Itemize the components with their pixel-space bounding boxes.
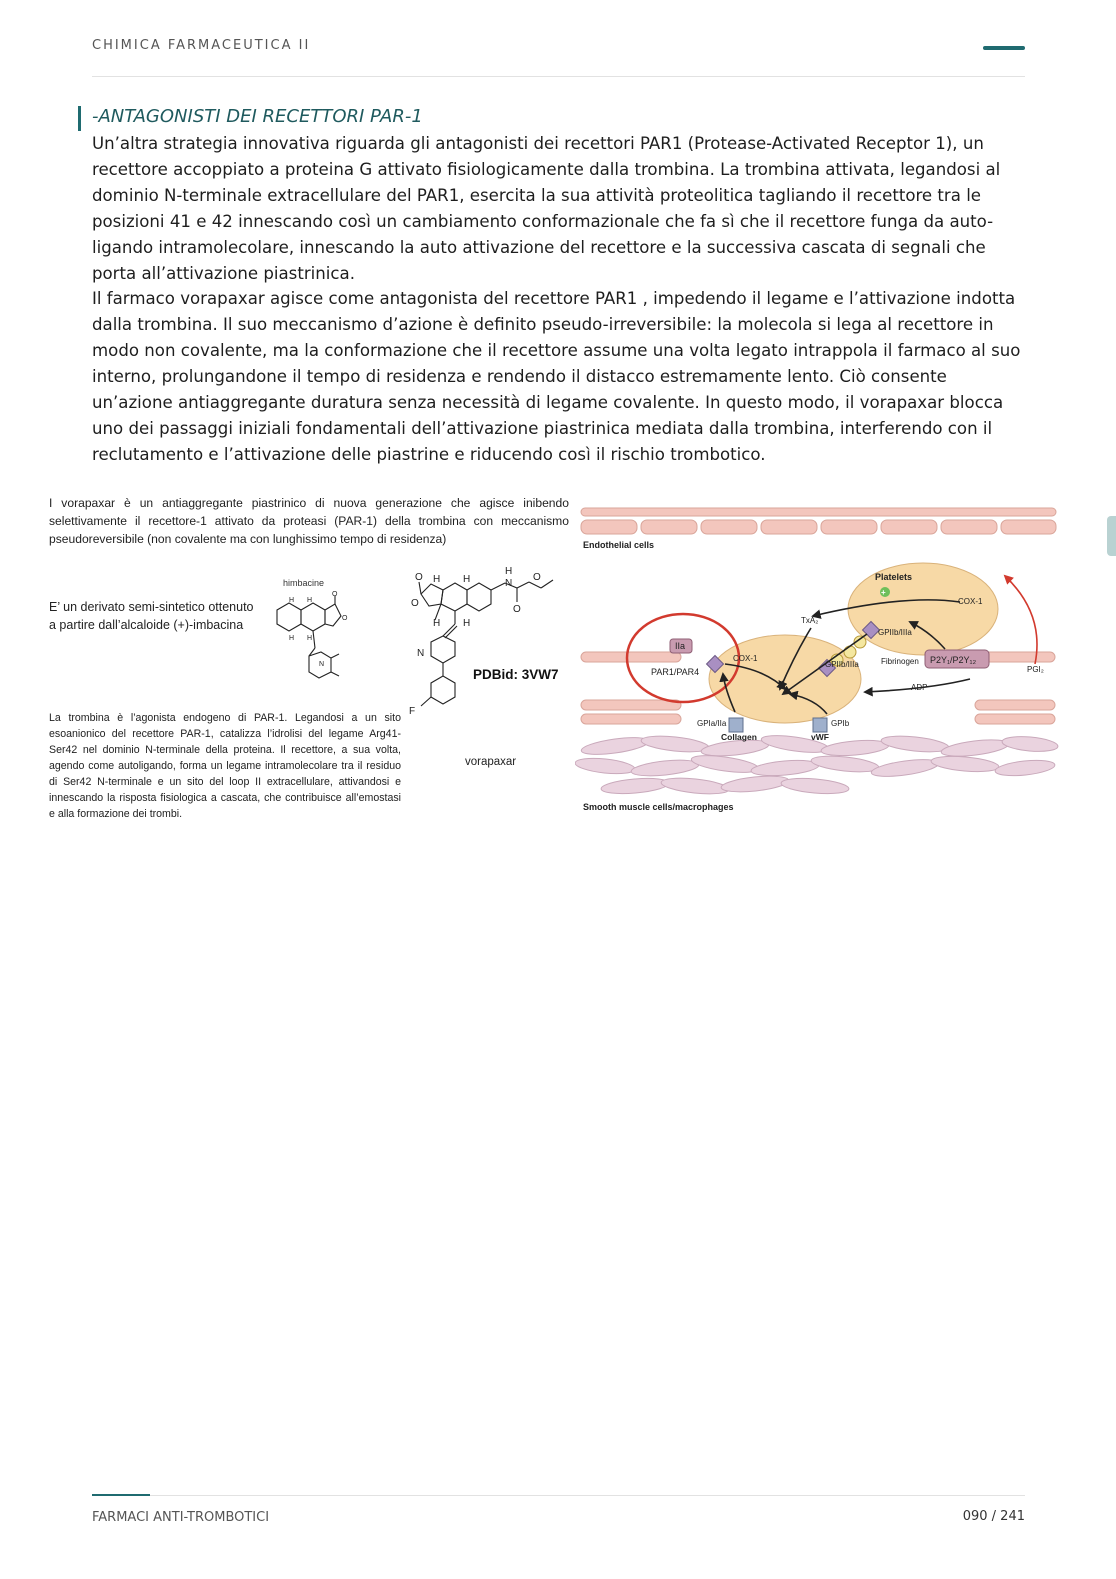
pgi2-arrow [1005, 576, 1037, 664]
gp1b-receptor [813, 718, 827, 732]
figure-caption-top: I vorapaxar è un antiaggregante piastrinico di nuova generazione che agisce inibendo selettivamente il recettore-1 attivato da proteasi (PAR-1) della trombina con meccanismo pseudoreversibile (non covalente ma con lunghissimo tempo di residenza) [49, 496, 569, 546]
footer-divider [92, 1495, 1025, 1496]
svg-text:Fibrinogen: Fibrinogen [881, 657, 919, 666]
atom-h: H [433, 618, 441, 629]
page-number: 090 / 241 [962, 1509, 1025, 1524]
atom-o: O [342, 615, 348, 622]
gp1a2a-receptor [729, 718, 743, 732]
paragraph: Il farmaco vorapaxar agisce come antagonista del recettore PAR1 , impedendo il legame e l’attivazione indotta dalla trombina. Il suo meccanismo d’azione è definito pseudo-irreversibile: la molecola si lega al recettore in modo non covalente, ma la conformazione che il recettore assume una volta legato intrappola il farmaco al suo interno, prolungandone il tempo di residenza e rendendo il distacco estremamente lento. Ciò consente un’azione antiaggregante duratura senza necessità di legame covalente. In questo modo, il vorapaxar blocca uno dei passaggi iniziali fondamentali dell’attivazione piastrinica mediata dalla trombina, interferendo con il reclutamento e l’attivazione delle piastrine e riducendo così il rischio trombotico. [92, 289, 1021, 464]
footer-chapter: FARMACI ANTI-TROMBOTICI [92, 1510, 270, 1525]
body-text [92, 131, 1022, 468]
atom-o: O [513, 604, 521, 615]
svg-text:ADP: ADP [911, 683, 928, 692]
svg-text:P2Y₁/P2Y₁₂: P2Y₁/P2Y₁₂ [930, 655, 977, 665]
svg-text:GPIIb/IIIa: GPIIb/IIIa [825, 660, 859, 669]
header-divider [92, 76, 1025, 77]
atom-n: N [505, 578, 513, 589]
smooth-muscle-label: Smooth muscle cells/macrophages [583, 802, 734, 812]
platelets-label: Platelets [875, 572, 913, 582]
platelet-activated [848, 563, 998, 655]
svg-text:GPIb: GPIb [831, 719, 850, 728]
himbacine-structure [267, 590, 367, 694]
atom-h: H [289, 635, 295, 642]
atom-h: H [433, 574, 441, 585]
atom-h: H [463, 618, 471, 629]
atom-o: O [533, 572, 541, 583]
svg-text:GPIa/IIa: GPIa/IIa [697, 719, 727, 728]
svg-text:Collagen: Collagen [721, 732, 757, 742]
svg-text:COX-1: COX-1 [958, 597, 983, 606]
svg-text:GPIIb/IIIa: GPIIb/IIIa [878, 628, 912, 637]
svg-text:+: + [881, 588, 886, 597]
atom-n: N [417, 648, 425, 659]
platelet-activation-diagram [575, 504, 1065, 814]
vorapaxar-structure [407, 564, 577, 754]
figure-panel [45, 494, 1065, 844]
pdb-id: PDBid: 3VW7 [473, 667, 559, 682]
svg-text:TxA₂: TxA₂ [801, 616, 819, 625]
atom-o: O [415, 572, 423, 583]
svg-text:IIa: IIa [675, 641, 686, 651]
atom-o: O [332, 591, 338, 598]
atom-h: H [289, 597, 295, 604]
atom-n: N [319, 661, 325, 668]
header-accent-bar [983, 46, 1025, 50]
figure-caption-bottom: La trombina è l’agonista endogeno di PAR-1. Legandosi a un sito esoanionico del recettore PAR-1, catalizza l’idrolisi del legame Arg41-Ser42 nel dominio N-terminale della proteina. Il recettore, a sua volta, agendo come autoligando, forma un legame intramolecolare tra il residuo di Ser42 N-terminale e un sito del loop II extracellulare, attivandosi e innescando la risposta fisiologica a cascata, che contribuisce all’emostasi e alla formazione dei trombi. [49, 712, 401, 820]
side-scroll-tab[interactable] [1107, 516, 1116, 556]
atom-h: H [505, 566, 513, 577]
header-title: CHIMICA FARMACEUTICA II [92, 38, 311, 53]
par-label: PAR1/PAR4 [651, 667, 700, 677]
vorapaxar-label: vorapaxar [465, 756, 517, 768]
svg-text:PGI₂: PGI₂ [1027, 665, 1044, 674]
atom-h: H [307, 635, 313, 642]
himbacine-label: himbacine [283, 578, 325, 588]
endothelial-label: Endothelial cells [583, 540, 655, 550]
paragraph: Un’altra strategia innovativa riguarda gli antagonisti dei recettori PAR1 (Protease-Activated Receptor 1), un recettore accoppiato a proteina G attivato fisiologicamente dalla trombina. La trombina attivata, legandosi al dominio N-terminale extracellulare del PAR1, esercita la sua attività proteolitica tagliando il recettore tra le posizioni 41 e 42 innescando così un cambiamento conformazionale che fa sì che il recettore funga da auto-ligando intramolecolare, innescando la auto attivazione del recettore e la successiva cascata di segnali che porta all’attivazione piastrinica. [92, 134, 1001, 283]
endothelium-band [581, 508, 1056, 534]
section-title: -ANTAGONISTI DEI RECETTORI PAR-1 [92, 106, 423, 127]
section-marker [78, 106, 81, 131]
atom-f: F [409, 706, 416, 717]
fibrinogen-bead [844, 646, 856, 658]
derivative-note: E’ un derivato semi-sintetico ottenuto a partire dall’alcaloide (+)-imbacina [49, 600, 254, 632]
footer-accent-bar [92, 1494, 150, 1496]
atom-h: H [307, 597, 313, 604]
svg-text:vWF: vWF [811, 732, 829, 742]
atom-h: H [463, 574, 471, 585]
svg-text:COX-1: COX-1 [733, 654, 758, 663]
atom-o: O [411, 598, 419, 609]
